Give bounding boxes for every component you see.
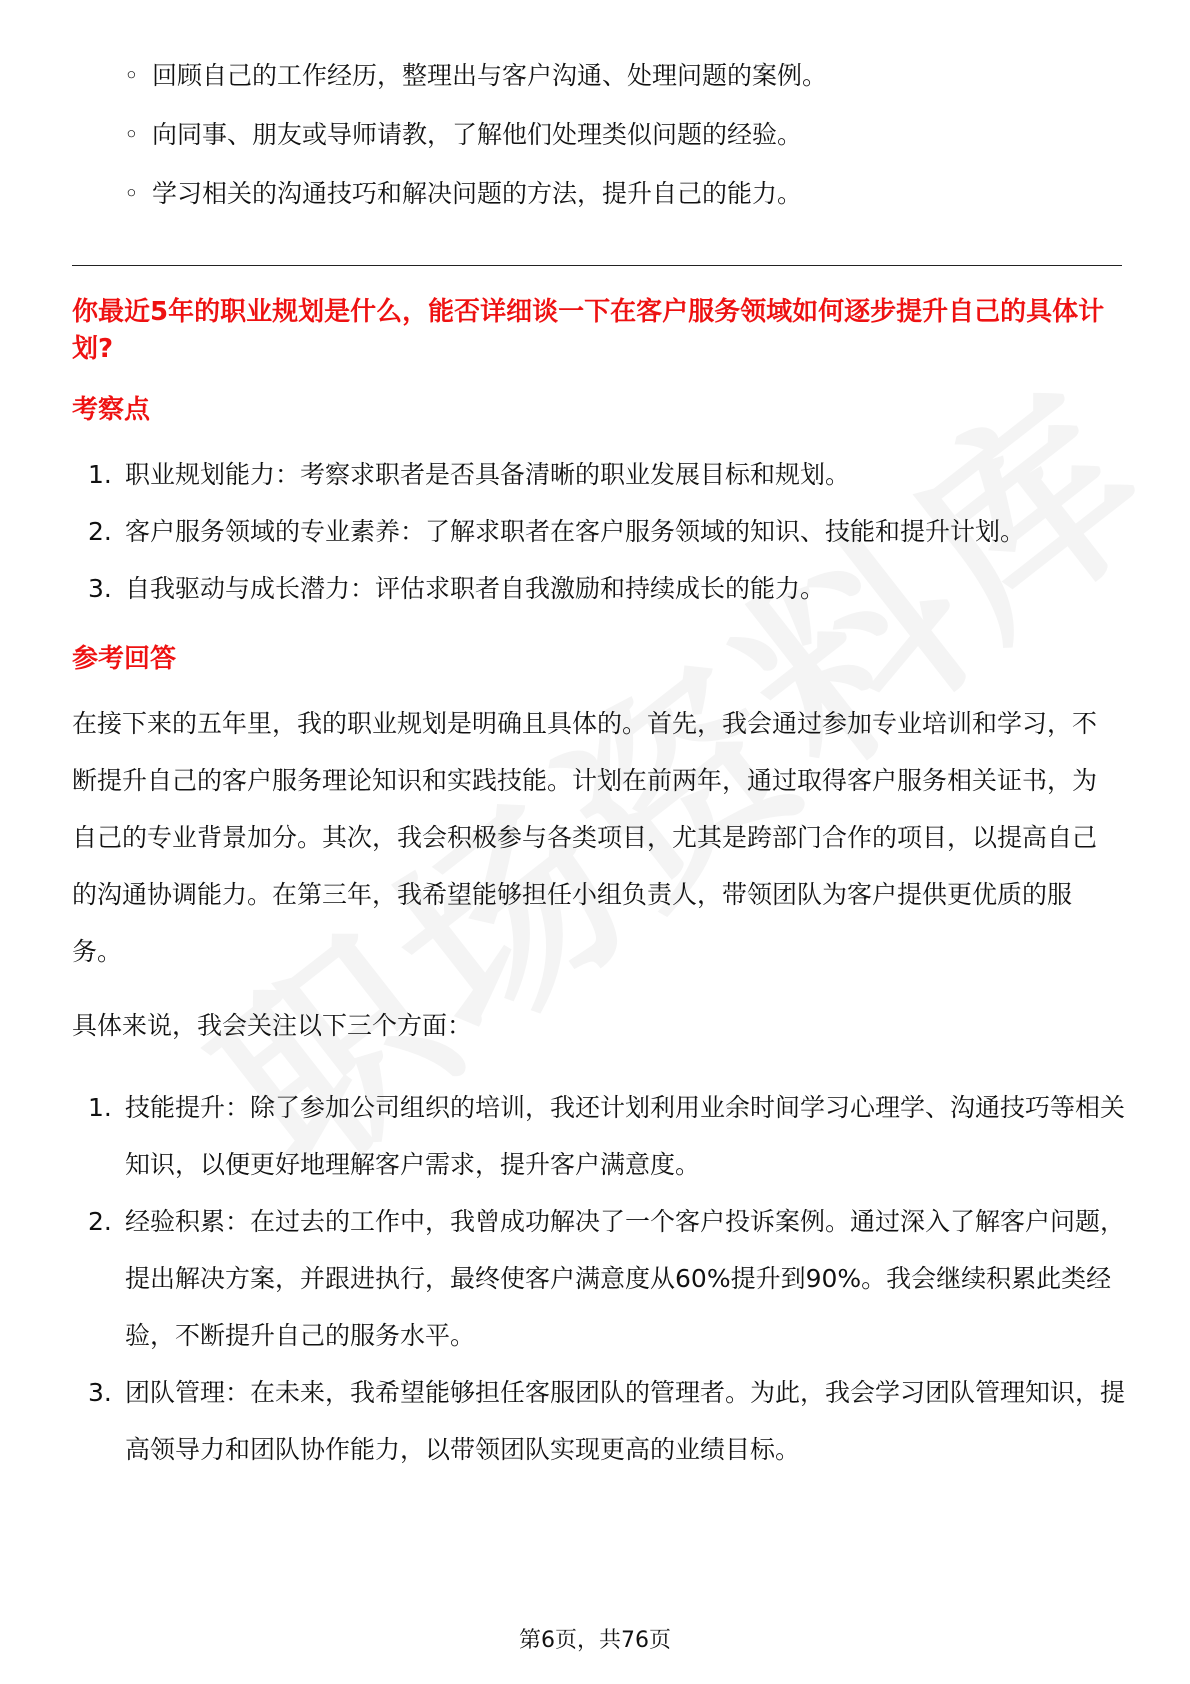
list-item	[88, 1079, 1126, 1193]
list-item	[88, 503, 1125, 560]
interview-question: 你最近5年的职业规划是什么，能否详细谈一下在客户服务领域如何逐步提升自己的具体计划?	[72, 297, 1105, 364]
list-item	[124, 56, 1122, 96]
section-divider	[72, 265, 1122, 266]
list-number: 2.	[88, 517, 112, 546]
page-content	[72, 56, 1126, 1478]
list-item-text: 团队管理：在未来，我希望能够担任客服团队的管理者。为此，我会学习团队管理知识，提高领导力和团队协作能力，以带领团队实现更高的业绩目标。	[125, 1378, 1126, 1464]
list-item-text: 技能提升：除了参加公司组织的培训，我还计划利用业余时间学习心理学、沟通技巧等相关知识，以便更好地理解客户需求，提升客户满意度。	[125, 1093, 1126, 1179]
list-item	[88, 446, 1125, 503]
list-number: 3.	[88, 574, 112, 603]
bullet-icon: ◦	[124, 61, 139, 90]
answer-points-list	[72, 1079, 1126, 1478]
bullet-icon: ◦	[124, 179, 139, 208]
tips-bullet-list	[72, 56, 1122, 214]
list-item	[124, 174, 1122, 214]
list-item-text: 职业规划能力：考察求职者是否具备清晰的职业发展目标和规划。	[125, 460, 851, 489]
answer-heading: 参考回答	[72, 644, 177, 674]
page-number-footer: 第6页，共76页	[519, 1628, 671, 1653]
list-item-text: 客户服务领域的专业素养：了解求职者在客户服务领域的知识、技能和提升计划。	[125, 517, 1026, 546]
bullet-icon: ◦	[124, 120, 139, 149]
answer-intro-paragraph: 具体来说，我会关注以下三个方面：	[72, 1011, 473, 1040]
list-item	[88, 560, 1125, 617]
list-number: 1.	[88, 1093, 112, 1122]
answer-paragraph: 在接下来的五年里，我的职业规划是明确且具体的。首先，我会通过参加专业培训和学习，不断提升自己的客户服务理论知识和实践技能。计划在前两年，通过取得客户服务相关证书，为自己的专业背景加分。其次，我会积极参与各类项目，尤其是跨部门合作的项目，以提高自己的沟通协调能力。在第三年，我希望能够担任小组负责人，带领团队为客户提供更优质的服务。	[72, 709, 1098, 966]
list-item-text: 学习相关的沟通技巧和解决问题的方法，提升自己的能力。	[152, 179, 803, 208]
list-item-text: 经验积累：在过去的工作中，我曾成功解决了一个客户投诉案例。通过深入了解客户问题，提出解决方案，并跟进执行，最终使客户满意度从60%提升到90%。我会继续积累此类经验，不断提升自己的服务水平。	[125, 1207, 1126, 1350]
list-item-text: 回顾自己的工作经历，整理出与客户沟通、处理问题的案例。	[152, 61, 828, 90]
list-item	[88, 1193, 1126, 1364]
list-number: 3.	[88, 1378, 112, 1407]
list-item-text: 向同事、朋友或导师请教，了解他们处理类似问题的经验。	[152, 120, 803, 149]
list-item-text: 自我驱动与成长潜力：评估求职者自我激励和持续成长的能力。	[125, 574, 826, 603]
list-number: 1.	[88, 460, 112, 489]
list-item	[124, 115, 1122, 155]
exam-points-list	[72, 446, 1122, 617]
list-number: 2.	[88, 1207, 112, 1236]
exam-points-heading: 考察点	[72, 395, 151, 425]
list-item	[88, 1364, 1126, 1478]
